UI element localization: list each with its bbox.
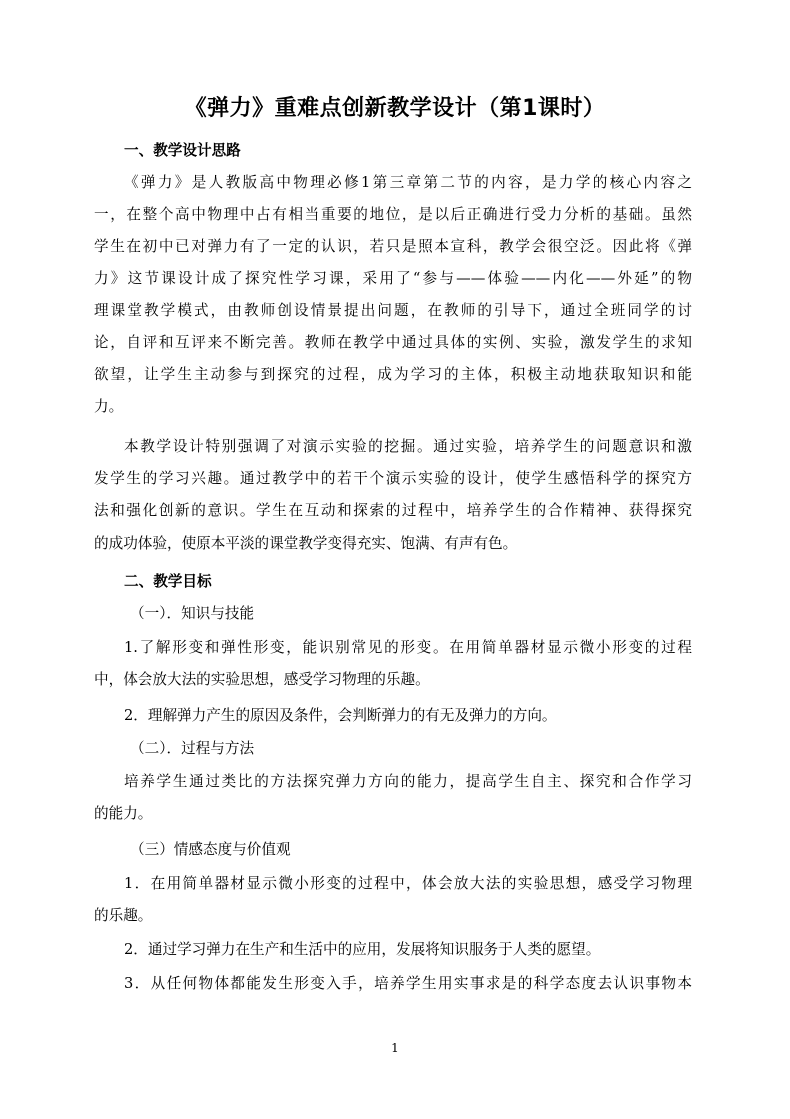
paragraph-line: 欲望，让学生主动参与到探究的过程，成为学习的主体，积极主动地获取知识和能 (94, 366, 692, 383)
paragraph-line: 法和强化创新的意识。学生在互动和探索的过程中，培养学生的合作精神、获得探究 (94, 502, 692, 519)
goal-item-line: 中，体会放大法的实验思想，感受学习物理的乐趣。 (94, 671, 430, 688)
goal-item-line: 2．理解弹力产生的原因及条件，会判断弹力的有无及弹力的方向。 (124, 707, 557, 724)
paragraph-line: 本教学设计特别强调了对演示实验的挖掘。通过实验，培养学生的问题意识和激 (124, 438, 692, 455)
paragraph-line: 学生在初中已对弹力有了一定的认识，若只是照本宣科，教学会很空泛。因此将《弹 (94, 238, 692, 255)
section-heading-design-ideas: 一、教学设计思路 (124, 142, 241, 159)
goal-item-line: 1.了解形变和弹性形变，能识别常见的形变。在用简单器材显示微小形变的过程 (124, 639, 692, 656)
paragraph-line: 的成功体验，使原本平淡的课堂教学变得充实、饱满、有声有色。 (94, 535, 518, 552)
goal-item-line: 培养学生通过类比的方法探究弹力方向的能力，提高学生自主、探究和合作学习 (124, 773, 692, 790)
paragraph-line: 理课堂教学模式，由教师创设情景提出问题，在教师的引导下，通过全班同学的讨 (94, 302, 692, 319)
paragraph-line: 一，在整个高中物理中占有相当重要的地位，是以后正确进行受力分析的基础。虽然 (94, 206, 692, 223)
subheading-knowledge-skills: （一）．知识与技能 (130, 605, 255, 622)
paragraph-line: 力》这节课设计成了探究性学习课，采用了“参与——体验——内化——外延”的物 (94, 270, 692, 287)
subheading-process-methods: （二）．过程与方法 (130, 740, 255, 757)
paragraph-line: 论，自评和互评来不断完善。教师在教学中通过具体的实例、实验，激发学生的求知 (94, 334, 692, 351)
section-heading-teaching-goals: 二、教学目标 (124, 573, 212, 590)
paragraph-line: 力。 (94, 398, 124, 415)
goal-item-line: 1．在用简单器材显示微小形变的过程中，体会放大法的实验思想，感受学习物理 (124, 875, 692, 892)
paragraph-line: 《弹力》是人教版高中物理必修1第三章第二节的内容，是力学的核心内容之 (124, 174, 692, 191)
page-number: 1 (391, 1041, 399, 1055)
goal-item-line: 2．通过学习弹力在生产和生活中的应用，发展将知识服务于人类的愿望。 (124, 941, 601, 958)
document-title: 《弹力》重难点创新教学设计（第1课时） (184, 96, 606, 121)
goal-item-line: 的能力。 (94, 805, 153, 822)
goal-item-line: 的乐趣。 (94, 907, 153, 924)
paragraph-line: 发学生的学习兴趣。通过教学中的若干个演示实验的设计，使学生感悟科学的探究方 (94, 470, 692, 487)
subheading-attitudes-values: （三）情感态度与价值观 (130, 841, 291, 858)
goal-item-line: 3．从任何物体都能发生形变入手，培养学生用实事求是的科学态度去认识事物本 (124, 975, 692, 992)
